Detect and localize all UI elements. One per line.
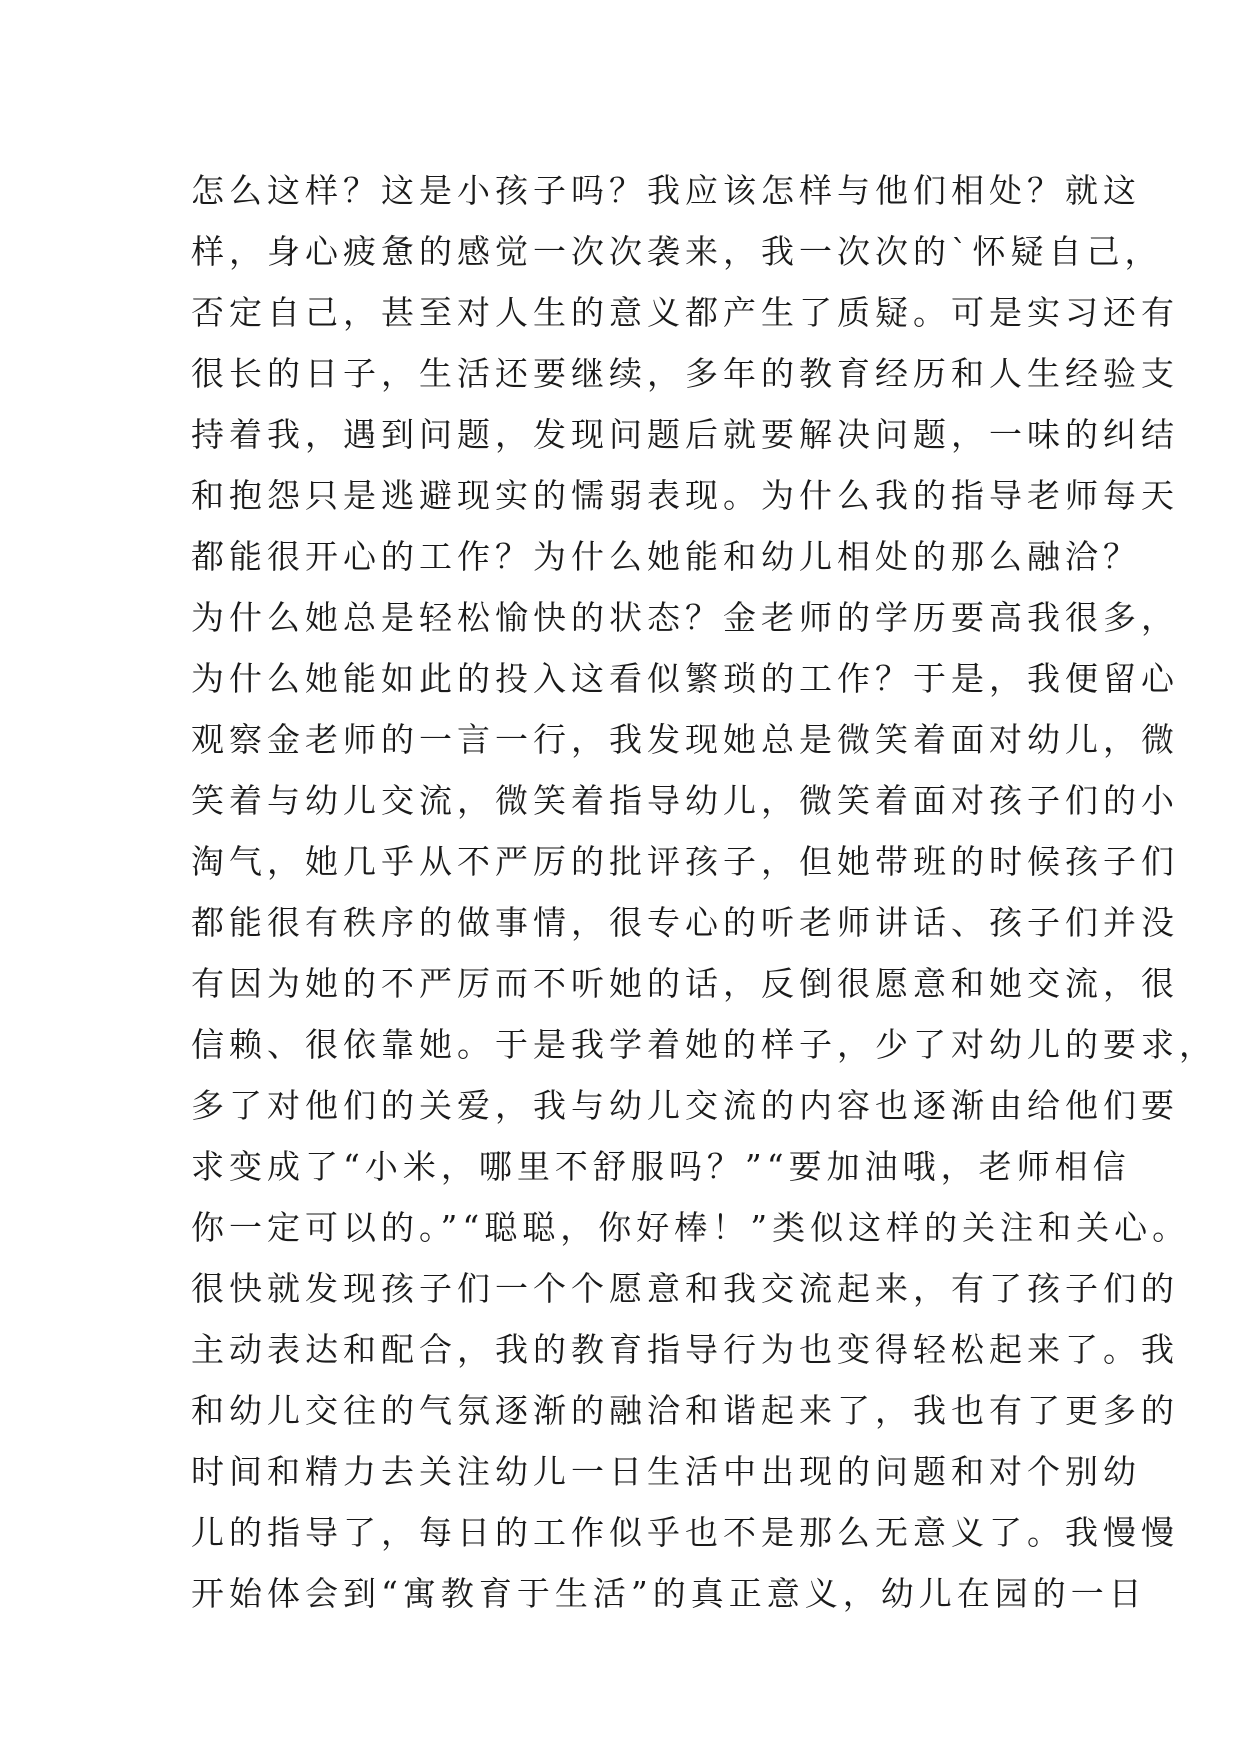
text-line: 为什么她能如此的投入这看似繁琐的工作？于是，我便留心 (191, 659, 1179, 698)
text-line: 和抱怨只是逃避现实的懦弱表现。为什么我的指导老师每天 (191, 476, 1179, 515)
text-line: 很快就发现孩子们一个个愿意和我交流起来，有了孩子们的 (191, 1269, 1179, 1308)
text-line: 都能很开心的工作？为什么她能和幼儿相处的那么融洽？ (191, 537, 1141, 576)
text-line: 主动表达和配合，我的教育指导行为也变得轻松起来了。我 (191, 1330, 1179, 1369)
text-line: 观察金老师的一言一行，我发现她总是微笑着面对幼儿，微 (191, 720, 1179, 759)
text-line: 淘气，她几乎从不严厉的批评孩子，但她带班的时候孩子们 (191, 842, 1179, 881)
text-line: 时间和精力去关注幼儿一日生活中出现的问题和对个别幼 (191, 1452, 1141, 1491)
text-line: 样，身心疲惫的感觉一次次袭来，我一次次的`怀疑自己， (191, 232, 1163, 271)
text-line: 否定自己，甚至对人生的意义都产生了质疑。可是实习还有 (191, 293, 1179, 332)
text-line: 求变成了“小米，哪里不舒服吗？”“要加油哦，老师相信 (191, 1147, 1131, 1186)
text-line: 你一定可以的。”“聪聪，你好棒！”类似这样的关注和关心。 (191, 1208, 1191, 1247)
text-line: 儿的指导了，每日的工作似乎也不是那么无意义了。我慢慢 (191, 1513, 1179, 1552)
text-line: 多了对他们的关爱，我与幼儿交流的内容也逐渐由给他们要 (191, 1086, 1179, 1125)
text-line: 都能很有秩序的做事情，很专心的听老师讲话、孩子们并没 (191, 903, 1179, 942)
text-line: 持着我，遇到问题，发现问题后就要解决问题，一味的纠结 (191, 415, 1179, 454)
text-line: 开始体会到“寓教育于生活”的真正意义，幼儿在园的一日 (191, 1574, 1147, 1613)
text-line: 很长的日子，生活还要继续，多年的教育经历和人生经验支 (191, 354, 1179, 393)
body-text (191, 160, 1217, 1624)
text-line: 信赖、很依靠她。于是我学着她的样子，少了对幼儿的要求， (191, 1025, 1217, 1064)
text-line: 有因为她的不严厉而不听她的话，反倒很愿意和她交流，很 (191, 964, 1179, 1003)
text-line: 和幼儿交往的气氛逐渐的融洽和谐起来了，我也有了更多的 (191, 1391, 1179, 1430)
text-line: 笑着与幼儿交流，微笑着指导幼儿，微笑着面对孩子们的小 (191, 781, 1179, 820)
text-line: 怎么这样？这是小孩子吗？我应该怎样与他们相处？就这 (191, 171, 1141, 210)
text-line: 为什么她总是轻松愉快的状态？金老师的学历要高我很多， (191, 598, 1179, 637)
